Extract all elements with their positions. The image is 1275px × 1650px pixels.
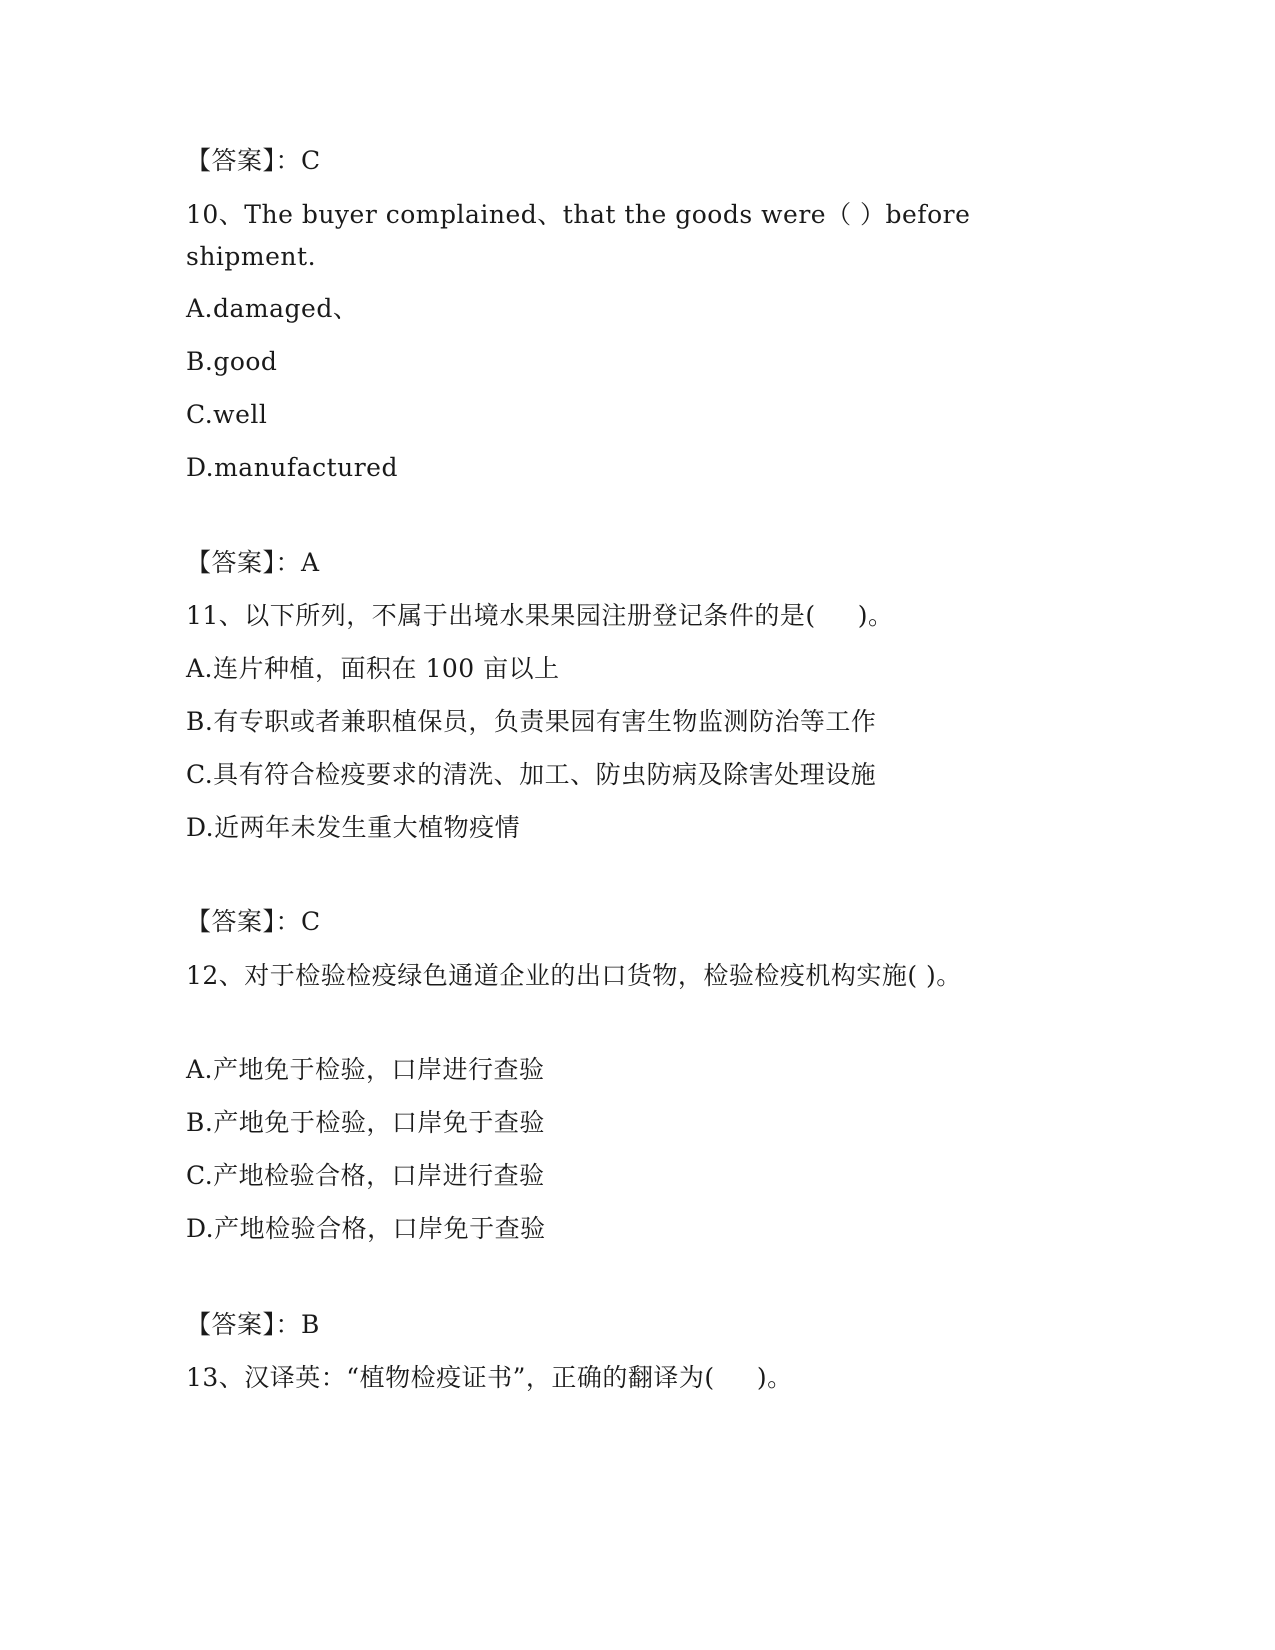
option-b: B.good	[186, 347, 278, 376]
option-c: C.产地检验合格，口岸进行查验	[186, 1161, 545, 1190]
answer-line: 【答案】：C	[186, 146, 321, 175]
answer-line: 【答案】：C	[186, 907, 321, 936]
option-b: B.产地免于检验，口岸免于查验	[186, 1108, 545, 1137]
question-10: 10、The buyer complained、that the goods were（ ）before shipment.	[186, 200, 971, 271]
question-13: 13、汉译英：“植物检疫证书”，正确的翻译为( )。	[186, 1363, 793, 1392]
option-a: A.产地免于检验，口岸进行查验	[186, 1055, 545, 1084]
option-d: D.近两年未发生重大植物疫情	[186, 813, 521, 842]
option-a: A.damaged、	[186, 294, 359, 323]
question-11: 11、以下所列，不属于出境水果果园注册登记条件的是( )。	[186, 601, 894, 630]
answer-line: 【答案】：B	[186, 1310, 320, 1339]
option-a: A.连片种植，面积在 100 亩以上	[186, 654, 560, 683]
option-b: B.有专职或者兼职植保员，负责果园有害生物监测防治等工作	[186, 707, 877, 736]
question-12: 12、对于检验检疫绿色通道企业的出口货物，检验检疫机构实施( )。	[186, 961, 962, 990]
option-d: D.manufactured	[186, 453, 398, 482]
answer-line: 【答案】：A	[186, 548, 320, 577]
option-c: C.well	[186, 400, 268, 429]
option-d: D.产地检验合格，口岸免于查验	[186, 1214, 546, 1243]
option-c: C.具有符合检疫要求的清洗、加工、防虫防病及除害处理设施	[186, 760, 877, 789]
